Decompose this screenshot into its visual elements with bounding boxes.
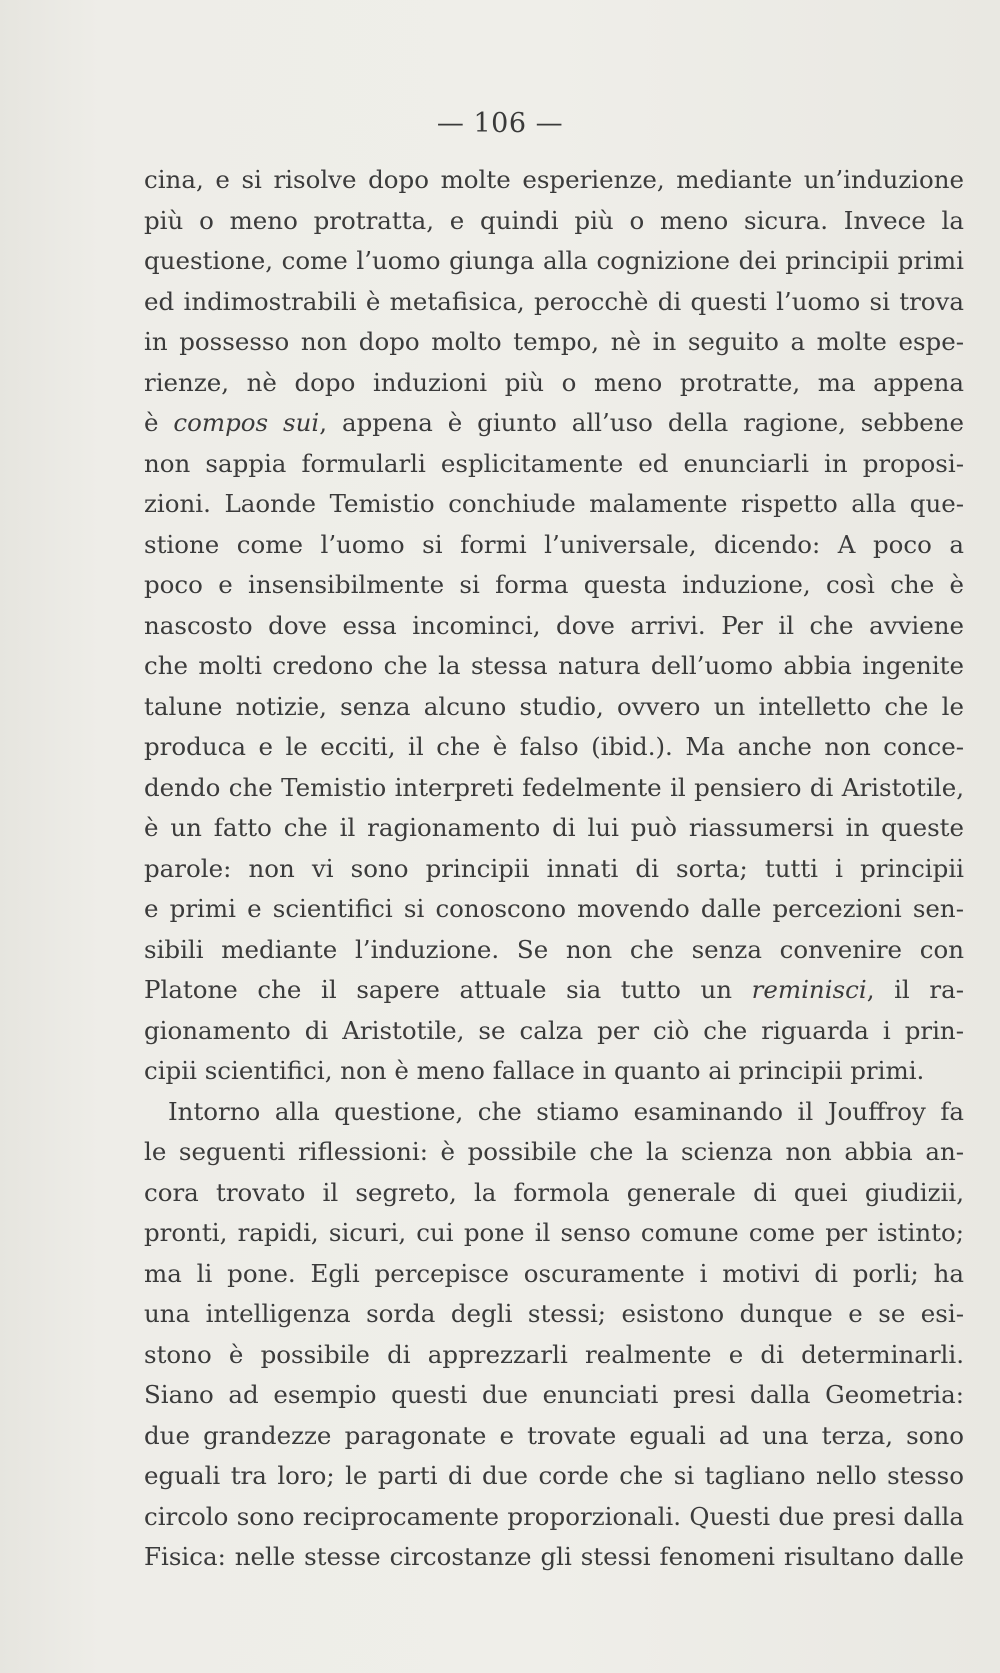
text-line: Intorno alla questione, che stiamo esaminando il Jouffroy fa xyxy=(168,1096,964,1126)
page-number: — 106 — xyxy=(436,108,564,139)
text-line: pronti, rapidi, sicuri, cui pone il senso comune come per istinto; xyxy=(144,1218,964,1247)
text-line: circolo sono reciprocamente proporzionali. Questi due presi dalla xyxy=(144,1501,964,1531)
paragraph-2 xyxy=(144,1092,964,1578)
text-line: in possesso non dopo molto tempo, nè in seguito a molte espe- xyxy=(144,327,964,356)
text-line: due grandezze paragonate e trovate eguali ad una terza, sono xyxy=(144,1420,964,1450)
text-line: una intelligenza sorda degli stessi; esistono dunque e se esi- xyxy=(144,1299,964,1328)
text-line: Fisica: nelle stesse circostanze gli stessi fenomeni risultano dalle xyxy=(144,1542,964,1571)
text-line: cora trovato il segreto, la formola generale di quei giudizii, xyxy=(144,1177,964,1207)
text-line: produca e le ecciti, il che è falso (ibid.). Ma anche non conce- xyxy=(144,732,964,761)
text-line: Siano ad esempio questi due enunciati presi dalla Geometria: xyxy=(144,1380,964,1409)
text-line: poco e insensibilmente si forma questa induzione, così che è xyxy=(144,570,964,599)
text-line: dendo che Temistio interpreti fedelmente il pensiero di Aristotile, xyxy=(144,772,964,802)
text-line: gionamento di Aristotile, se calza per ciò che riguarda i prin- xyxy=(144,1015,964,1045)
paragraph-1 xyxy=(144,160,964,1092)
text-line: più o meno protratta, e quindi più o meno sicura. Invece la xyxy=(144,205,964,235)
text-line: eguali tra loro; le parti di due corde che si tagliano nello stesso xyxy=(144,1461,964,1490)
text-line: talune notizie, senza alcuno studio, ovvero un intelletto che le xyxy=(144,691,964,721)
text-line: rienze, nè dopo induzioni più o meno protratte, ma appena xyxy=(144,367,964,397)
text-line: è un fatto che il ragionamento di lui può riassumersi in queste xyxy=(144,813,964,842)
text-line: che molti credono che la stessa natura dell’uomo abbia ingenite xyxy=(144,651,964,680)
text-line: non sappia formularli esplicitamente ed enunciarli in proposi- xyxy=(144,448,964,478)
text-line: questione, come l’uomo giunga alla cognizione dei principii primi xyxy=(144,246,964,275)
text-line: ma li pone. Egli percepisce oscuramente i motivi di porli; ha xyxy=(144,1258,964,1288)
text-line: Platone che il sapere attuale sia tutto un reminisci, il ra- xyxy=(144,975,964,1004)
text-line: nascosto dove essa incominci, dove arrivi. Per il che avviene xyxy=(144,610,964,640)
text-line: è compos sui, appena è giunto all’uso della ragione, sebbene xyxy=(144,408,964,437)
text-line: e primi e scientifici si conoscono movendo dalle percezioni sen- xyxy=(144,894,964,923)
text-line: le seguenti riflessioni: è possibile che la scienza non abbia an- xyxy=(144,1137,964,1166)
text-line: zioni. Laonde Temistio conchiude malamente rispetto alla que- xyxy=(144,489,964,518)
text-line: cipii scientifici, non è meno fallace in quanto ai principii primi. xyxy=(144,1056,925,1085)
text-line: stione come l’uomo si formi l’universale, dicendo: A poco a xyxy=(144,529,964,559)
text-line: stono è possibile di apprezzarli realmente e di determinarli. xyxy=(144,1339,964,1369)
text-line: cina, e si risolve dopo molte esperienze, mediante un’induzione xyxy=(144,165,964,194)
text-line: ed indimostrabili è metafisica, perocchè di questi l’uomo si trova xyxy=(144,286,964,316)
body-text xyxy=(144,160,964,1578)
text-line: sibili mediante l’induzione. Se non che senza convenire con xyxy=(144,934,964,964)
text-line: parole: non vi sono principii innati di sorta; tutti i principii xyxy=(144,853,964,883)
